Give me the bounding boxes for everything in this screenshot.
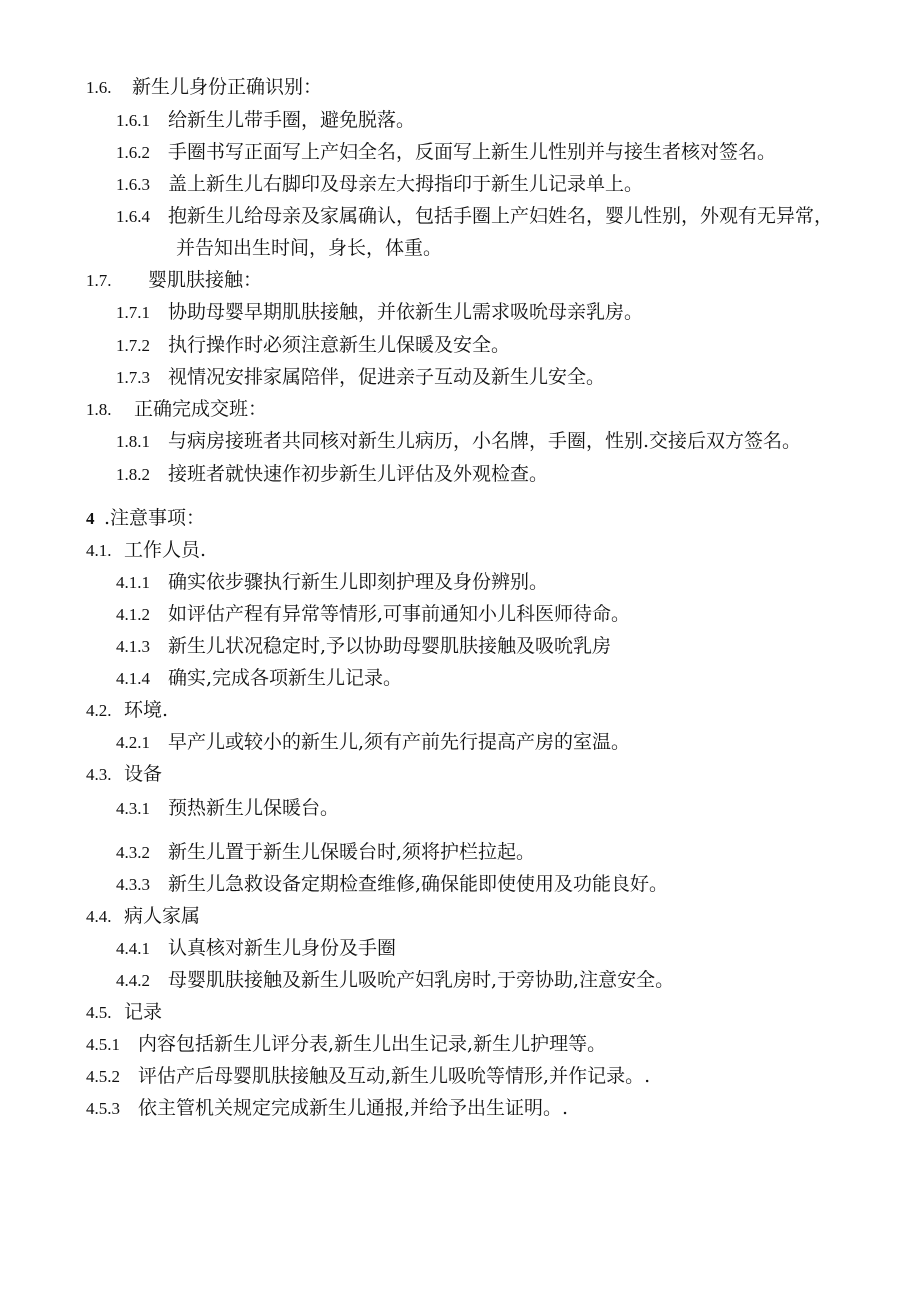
section-title: 正确完成交班：: [134, 398, 268, 420]
section-number: 1.6.: [86, 78, 112, 97]
section-heading-1-6: [86, 75, 322, 100]
list-item: [86, 1032, 606, 1057]
list-item: [116, 333, 510, 358]
item-text: 确实,完成各项新生儿记录。: [168, 667, 403, 689]
item-number: 4.1.3: [116, 637, 150, 656]
item-number: 1.6.2: [116, 143, 150, 162]
item-text: 视情况安排家属陪伴，促进亲子互动及新生儿安全。: [168, 366, 606, 388]
list-item: [86, 1096, 568, 1121]
item-number: 4.1.2: [116, 605, 150, 624]
list-item: [116, 840, 535, 865]
item-number: 4.3.1: [116, 799, 150, 818]
item-number: 4.3.3: [116, 875, 150, 894]
item-text: 新生儿状况稳定时,予以协助母婴肌肤接触及吸吮乳房: [168, 635, 612, 657]
item-text: 母婴肌肤接触及新生儿吸吮产妇乳房时,于旁协助,注意安全。: [168, 969, 675, 991]
item-text: 给新生儿带手圈，避免脱落。: [168, 109, 416, 131]
item-number: 4.1.1: [116, 573, 150, 592]
section-title: .注意事项：: [104, 507, 206, 529]
section-heading-1-7: [86, 268, 262, 293]
section-title: 记录: [124, 1001, 163, 1023]
item-text: 新生儿急救设备定期检查维修,确保能即使使用及功能良好。: [168, 873, 669, 895]
list-item: [116, 204, 833, 229]
section-number: 4.4.: [86, 907, 112, 926]
item-number: 1.8.2: [116, 465, 150, 484]
section-title: 环境.: [124, 699, 169, 721]
section-number: 4: [86, 509, 95, 528]
section-number: 4.2.: [86, 701, 112, 720]
item-number: 4.2.1: [116, 733, 150, 752]
item-text: 预热新生儿保暖台。: [168, 797, 340, 819]
item-text: 接班者就快速作初步新生儿评估及外观检查。: [168, 463, 549, 485]
section-title: 病人家属: [124, 905, 201, 927]
list-item: [116, 968, 674, 993]
item-text: 执行操作时必须注意新生儿保暖及安全。: [168, 334, 511, 356]
item-text: 内容包括新生儿评分表,新生儿出生记录,新生儿护理等。: [138, 1033, 607, 1055]
item-text: 确实依步骤执行新生儿即刻护理及身份辨别。: [168, 571, 549, 593]
list-item: [116, 796, 339, 821]
list-item: [116, 570, 548, 595]
item-number: 4.4.2: [116, 971, 150, 990]
item-number: 4.1.4: [116, 669, 150, 688]
list-item: [116, 602, 630, 627]
section-title: 设备: [124, 763, 163, 785]
section-title: 工作人员.: [124, 539, 207, 561]
item-text: 评估产后母婴肌肤接触及互动,新生儿吸吮等情形,并作记录。.: [138, 1065, 651, 1087]
item-number: 1.6.4: [116, 207, 150, 226]
list-item: [116, 172, 643, 197]
item-text: 如评估产程有异常等情形,可事前通知小儿科医师待命。: [168, 603, 631, 625]
item-number: 4.5.1: [86, 1035, 120, 1054]
item-text: 依主管机关规定完成新生儿通报,并给予出生证明。.: [138, 1097, 569, 1119]
item-number: 1.6.3: [116, 175, 150, 194]
list-item: [116, 666, 402, 691]
item-text: 与病房接班者共同核对新生儿病历，小名牌，手圈，性别.交接后双方签名。: [168, 430, 802, 452]
section-number: 4.1.: [86, 541, 112, 560]
section-number: 4.5.: [86, 1003, 112, 1022]
item-number: 1.7.1: [116, 303, 150, 322]
section-heading-4-3: [86, 762, 162, 787]
section-number: 1.7.: [86, 271, 112, 290]
section-number: 1.8.: [86, 400, 112, 419]
list-item: [116, 300, 643, 325]
item-number: 4.4.1: [116, 939, 150, 958]
item-number: 1.7.2: [116, 336, 150, 355]
list-item: [116, 140, 776, 165]
section-title: 婴肌肤接触：: [148, 269, 263, 291]
section-number: 4.3.: [86, 765, 112, 784]
item-text: 盖上新生儿右脚印及母亲左大拇指印于新生儿记录单上。: [168, 173, 644, 195]
section-title: 新生儿身份正确识别：: [132, 76, 323, 98]
item-number: 1.8.1: [116, 432, 150, 451]
item-text: 新生儿置于新生儿保暖台时,须将护栏拉起。: [168, 841, 536, 863]
item-number: 1.7.3: [116, 368, 150, 387]
item-text: 认真核对新生儿身份及手圈: [168, 937, 397, 959]
section-heading-4-1: [86, 538, 206, 563]
section-heading-4-5: [86, 1000, 162, 1025]
section-heading-1-8: [86, 397, 267, 422]
section-heading-4: [86, 506, 205, 531]
list-item: [116, 936, 396, 961]
list-item: [116, 429, 801, 454]
section-heading-4-4: [86, 904, 200, 929]
list-item: [116, 872, 668, 897]
list-item: [116, 365, 605, 390]
item-text: 早产儿或较小的新生儿,须有产前先行提高产房的室温。: [168, 731, 631, 753]
item-number: 4.5.3: [86, 1099, 120, 1118]
item-number: 4.3.2: [116, 843, 150, 862]
list-item: [86, 1064, 650, 1089]
item-number: 4.5.2: [86, 1067, 120, 1086]
list-item: [116, 730, 630, 755]
item-text: 抱新生儿给母亲及家属确认，包括手圈上产妇姓名，婴儿性别，外观有无异常，: [168, 205, 834, 227]
list-item-continuation: 并告知出生时间，身长，体重。: [176, 237, 443, 259]
item-text: 手圈书写正面写上产妇全名，反面写上新生儿性别并与接生者核对签名。: [168, 141, 777, 163]
list-item: [116, 634, 611, 659]
list-item: [116, 108, 415, 133]
list-item: [116, 462, 548, 487]
section-heading-4-2: [86, 698, 168, 723]
item-number: 1.6.1: [116, 111, 150, 130]
item-text: 协助母婴早期肌肤接触，并依新生儿需求吸吮母亲乳房。: [168, 301, 644, 323]
